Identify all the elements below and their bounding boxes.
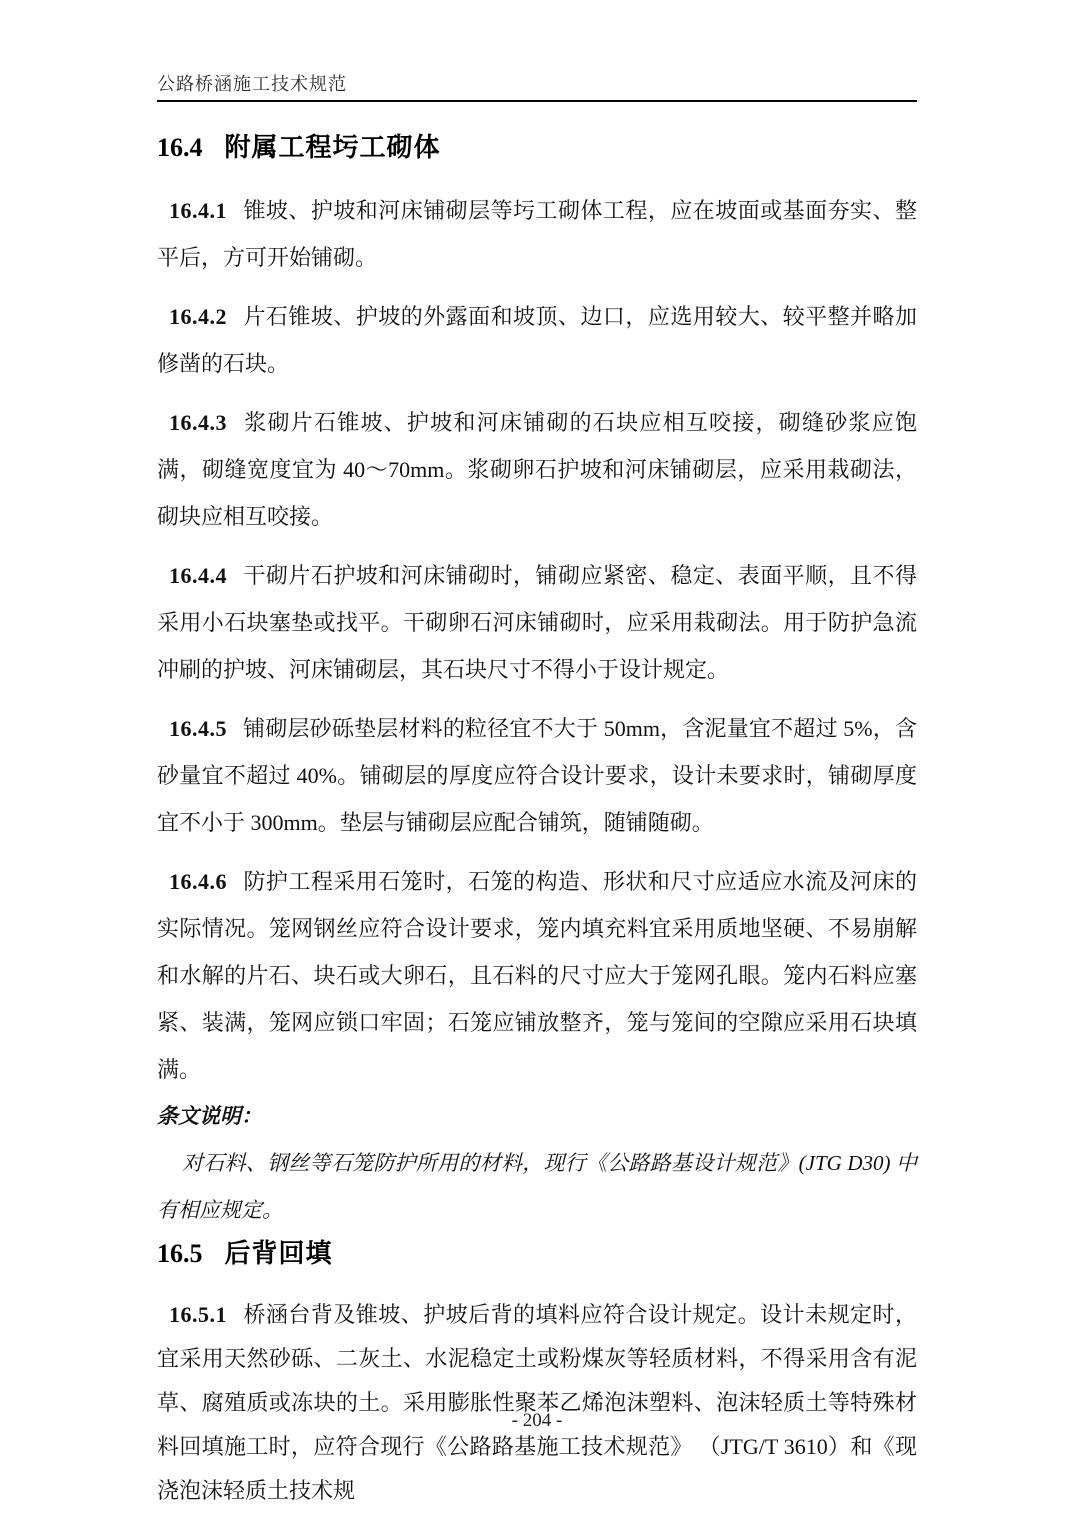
clause-text: 锥坡、护坡和河床铺砌层等圬工砌体工程，应在坡面或基面夯实、整平后，方可开始铺砌。: [157, 198, 917, 270]
commentary-block: [157, 1093, 917, 1234]
clause-16-4-2: [157, 293, 917, 387]
running-header-title: 公路桥涵施工技术规范: [157, 74, 347, 94]
clause-text: 桥涵台背及锥坡、护坡后背的填料应符合设计规定。设计未规定时，宜采用天然砂砾、二灰土、水泥稳定土或粉煤灰等轻质材料，不得采用含有泥草、腐殖质或冻块的土。采用膨胀性聚苯乙烯泡沫塑料、泡沫轻质土等特殊材料回填施工时，应符合现行《公路路基施工技术规范》 （JTG/T 3610）和《现浇泡沫轻质土技术规: [157, 1302, 917, 1503]
clause-text: 防护工程采用石笼时，石笼的构造、形状和尺寸应适应水流及河床的实际情况。笼网钢丝应符合设计要求，笼内填充料宜采用质地坚硬、不易崩解和水解的片石、块石或大卵石，且石料的尺寸应大于笼网孔眼。笼内石料应塞紧、装满，笼网应锁口牢固；石笼应铺放整齐，笼与笼间的空隙应采用石块填满。: [157, 869, 917, 1082]
clause-16-4-5: [157, 705, 917, 846]
section-number: 16.4: [157, 133, 203, 162]
clause-16-5-1: [157, 1293, 917, 1513]
clause-16-4-6: [157, 858, 917, 1093]
commentary-label: 条文说明：: [157, 1104, 262, 1128]
section-title: 附属工程圬工砌体: [224, 132, 441, 162]
clause-number: 16.4.3: [169, 410, 227, 435]
clause-text: 干砌片石护坡和河床铺砌时，铺砌应紧密、稳定、表面平顺，且不得采用小石块塞垫或找平。干砌卵石河床铺砌时，应采用栽砌法。用于防护急流冲刷的护坡、河床铺砌层，其石块尺寸不得小于设计规定。: [157, 563, 917, 682]
section-title: 后背回填: [224, 1238, 333, 1268]
section-heading-16-5: [157, 1238, 917, 1269]
page-number: [0, 1410, 1074, 1432]
clause-16-4-1: [157, 187, 917, 281]
clause-number: 16.4.1: [169, 198, 227, 223]
clause-16-4-3: [157, 399, 917, 540]
clause-number: 16.5.1: [169, 1302, 227, 1327]
clause-text: 浆砌片石锥坡、护坡和河床铺砌的石块应相互咬接，砌缝砂浆应饱满，砌缝宽度宜为 40～70mm。浆砌卵石护坡和河床铺砌层，应采用栽砌法，砌块应相互咬接。: [157, 410, 917, 529]
clause-text: 片石锥坡、护坡的外露面和坡顶、边口，应选用较大、较平整并略加修凿的石块。: [157, 304, 917, 376]
clause-text: 铺砌层砂砾垫层材料的粒径宜不大于 50mm，含泥量宜不超过 5%，含砂量宜不超过 40%。铺砌层的厚度应符合设计要求，设计未要求时，铺砌厚度宜不小于 300mm。垫层与铺砌层应配合铺筑，随铺随砌。: [157, 716, 917, 835]
clause-number: 16.4.2: [169, 304, 227, 329]
clause-16-4-4: [157, 552, 917, 693]
running-header: [157, 0, 917, 94]
clause-number: 16.4.5: [169, 716, 227, 741]
page-number-text: - 204 -: [511, 1410, 563, 1431]
clause-number: 16.4.6: [169, 869, 227, 894]
clause-number: 16.4.4: [169, 563, 227, 588]
header-rule: [157, 100, 917, 102]
section-number: 16.5: [157, 1239, 203, 1268]
section-heading-16-4: [157, 132, 917, 163]
commentary-text: 对石料、钢丝等石笼防护所用的材料，现行《公路路基设计规范》(JTG D30) 中有相应规定。: [157, 1151, 917, 1222]
